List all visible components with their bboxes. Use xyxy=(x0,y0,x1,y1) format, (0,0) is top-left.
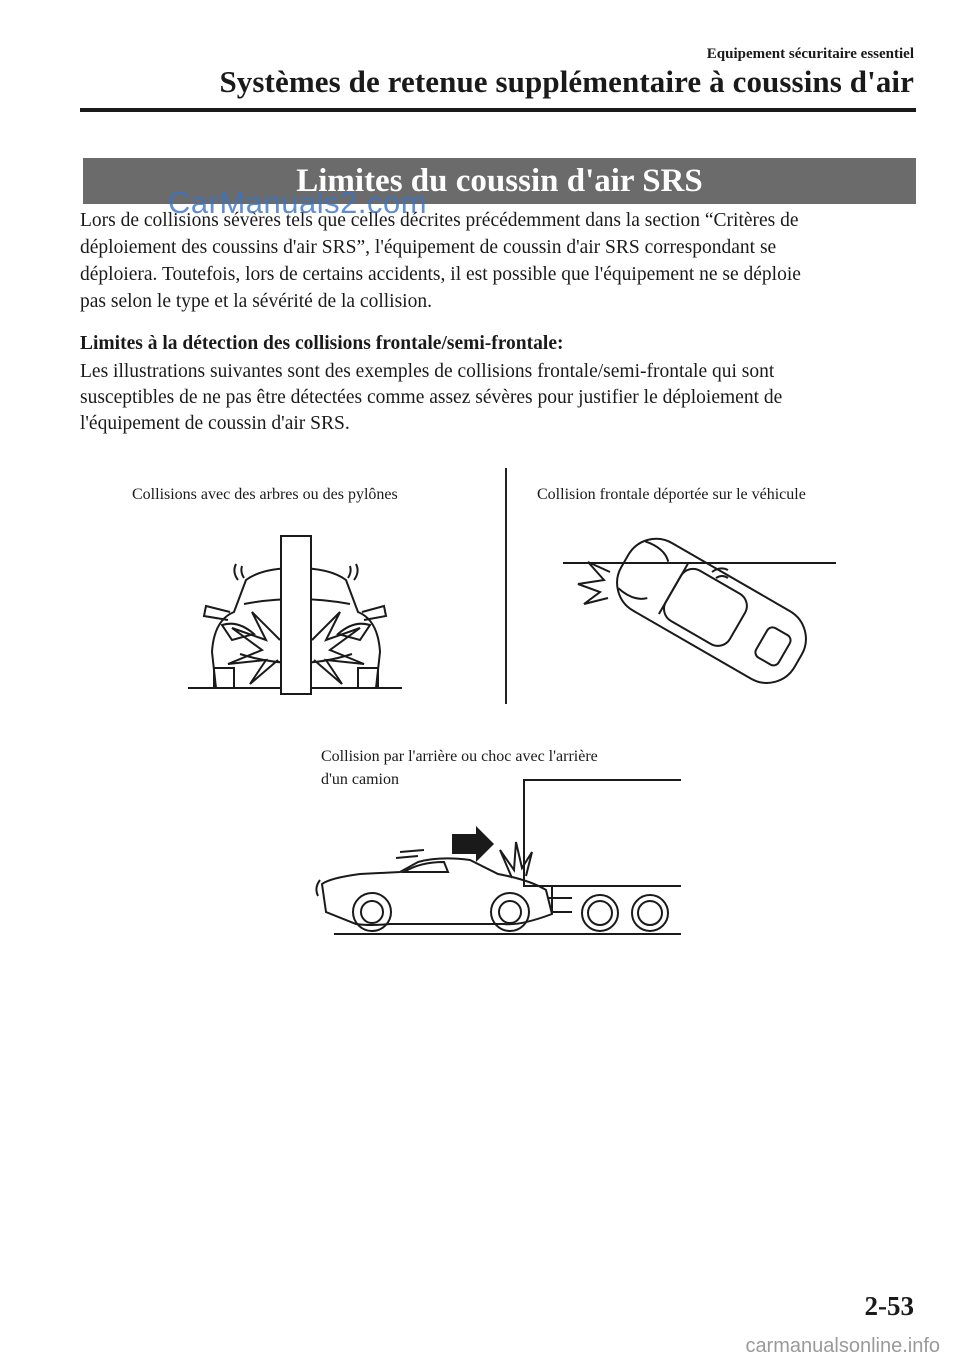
caption-underride-line-2: d'un camion xyxy=(321,771,399,788)
subheading: Limites à la détection des collisions frontale/semi-frontale: xyxy=(80,333,564,354)
direction-arrow-icon xyxy=(452,826,494,862)
car-front-wheel-rim xyxy=(499,901,521,923)
chapter-title: Equipement sécuritaire essentiel xyxy=(706,46,914,62)
impact-burst-offset xyxy=(578,562,610,604)
intro-line-3: déploiera. Toutefois, lors de certains accidents, il est possible que l'équipement ne se déploie xyxy=(80,264,801,285)
truck-wheel-2-rim xyxy=(638,901,662,925)
right-mirror xyxy=(362,606,386,620)
right-wheel xyxy=(358,668,378,688)
caption-offset: Collision frontale déportée sur le véhicule xyxy=(537,486,806,503)
car-side-body xyxy=(322,858,552,925)
watermark-logo: CarManuals2.com xyxy=(168,185,428,220)
body-line-3: l'équipement de coussin d'air SRS. xyxy=(80,413,350,434)
car-cabin xyxy=(659,564,752,651)
car-rear-wheel-rim xyxy=(361,901,383,923)
left-wheel xyxy=(214,668,234,688)
windshield-top xyxy=(659,564,688,614)
section-title-bar: Limites du coussin d'air SRS xyxy=(83,158,916,204)
car-body-top xyxy=(605,527,817,695)
impact-burst-right xyxy=(312,612,364,684)
rear-deck xyxy=(753,625,793,667)
intro-line-4: pas selon le type et la sévérité de la collision. xyxy=(80,291,432,312)
underride-figure xyxy=(316,780,681,934)
footer-watermark: carmanualsonline.info xyxy=(745,1335,940,1357)
page-number: 2-53 xyxy=(864,1291,914,1321)
impact-burst-left xyxy=(228,612,280,684)
intro-line-1: Lors de collisions sévères tels que celles décrites précédemment dans la section “Critères de xyxy=(80,210,799,231)
page-title: Systèmes de retenue supplémentaire à coussins d'air xyxy=(219,64,914,99)
shake-marks-left xyxy=(234,564,244,580)
intro-line-2: déploiement des coussins d'air SRS”, l'équipement de coussin d'air SRS correspondant se xyxy=(80,237,777,258)
pole xyxy=(281,536,311,694)
body-line-2: susceptibles de ne pas être détectées comme assez sévères pour justifier le déploiement de xyxy=(80,387,783,408)
headlights-top xyxy=(618,540,672,604)
truck-body xyxy=(524,780,681,886)
impact-burst-underride xyxy=(500,842,532,878)
offset-car xyxy=(605,527,817,695)
car-front-wheel xyxy=(491,893,529,931)
truck-wheel-1-rim xyxy=(588,901,612,925)
body-line-1: Les illustrations suivantes sont des exemples de collisions frontale/semi-frontale qui sont xyxy=(80,361,775,382)
offset-figure xyxy=(563,527,836,695)
shake-marks-right xyxy=(348,564,358,580)
caption-underride-line-1: Collision par l'arrière ou choc avec l'arrière xyxy=(321,748,598,765)
truck-underride-bar xyxy=(548,886,572,912)
caption-pole: Collisions avec des arbres ou des pylônes xyxy=(132,486,398,503)
pole-figure xyxy=(188,536,402,694)
